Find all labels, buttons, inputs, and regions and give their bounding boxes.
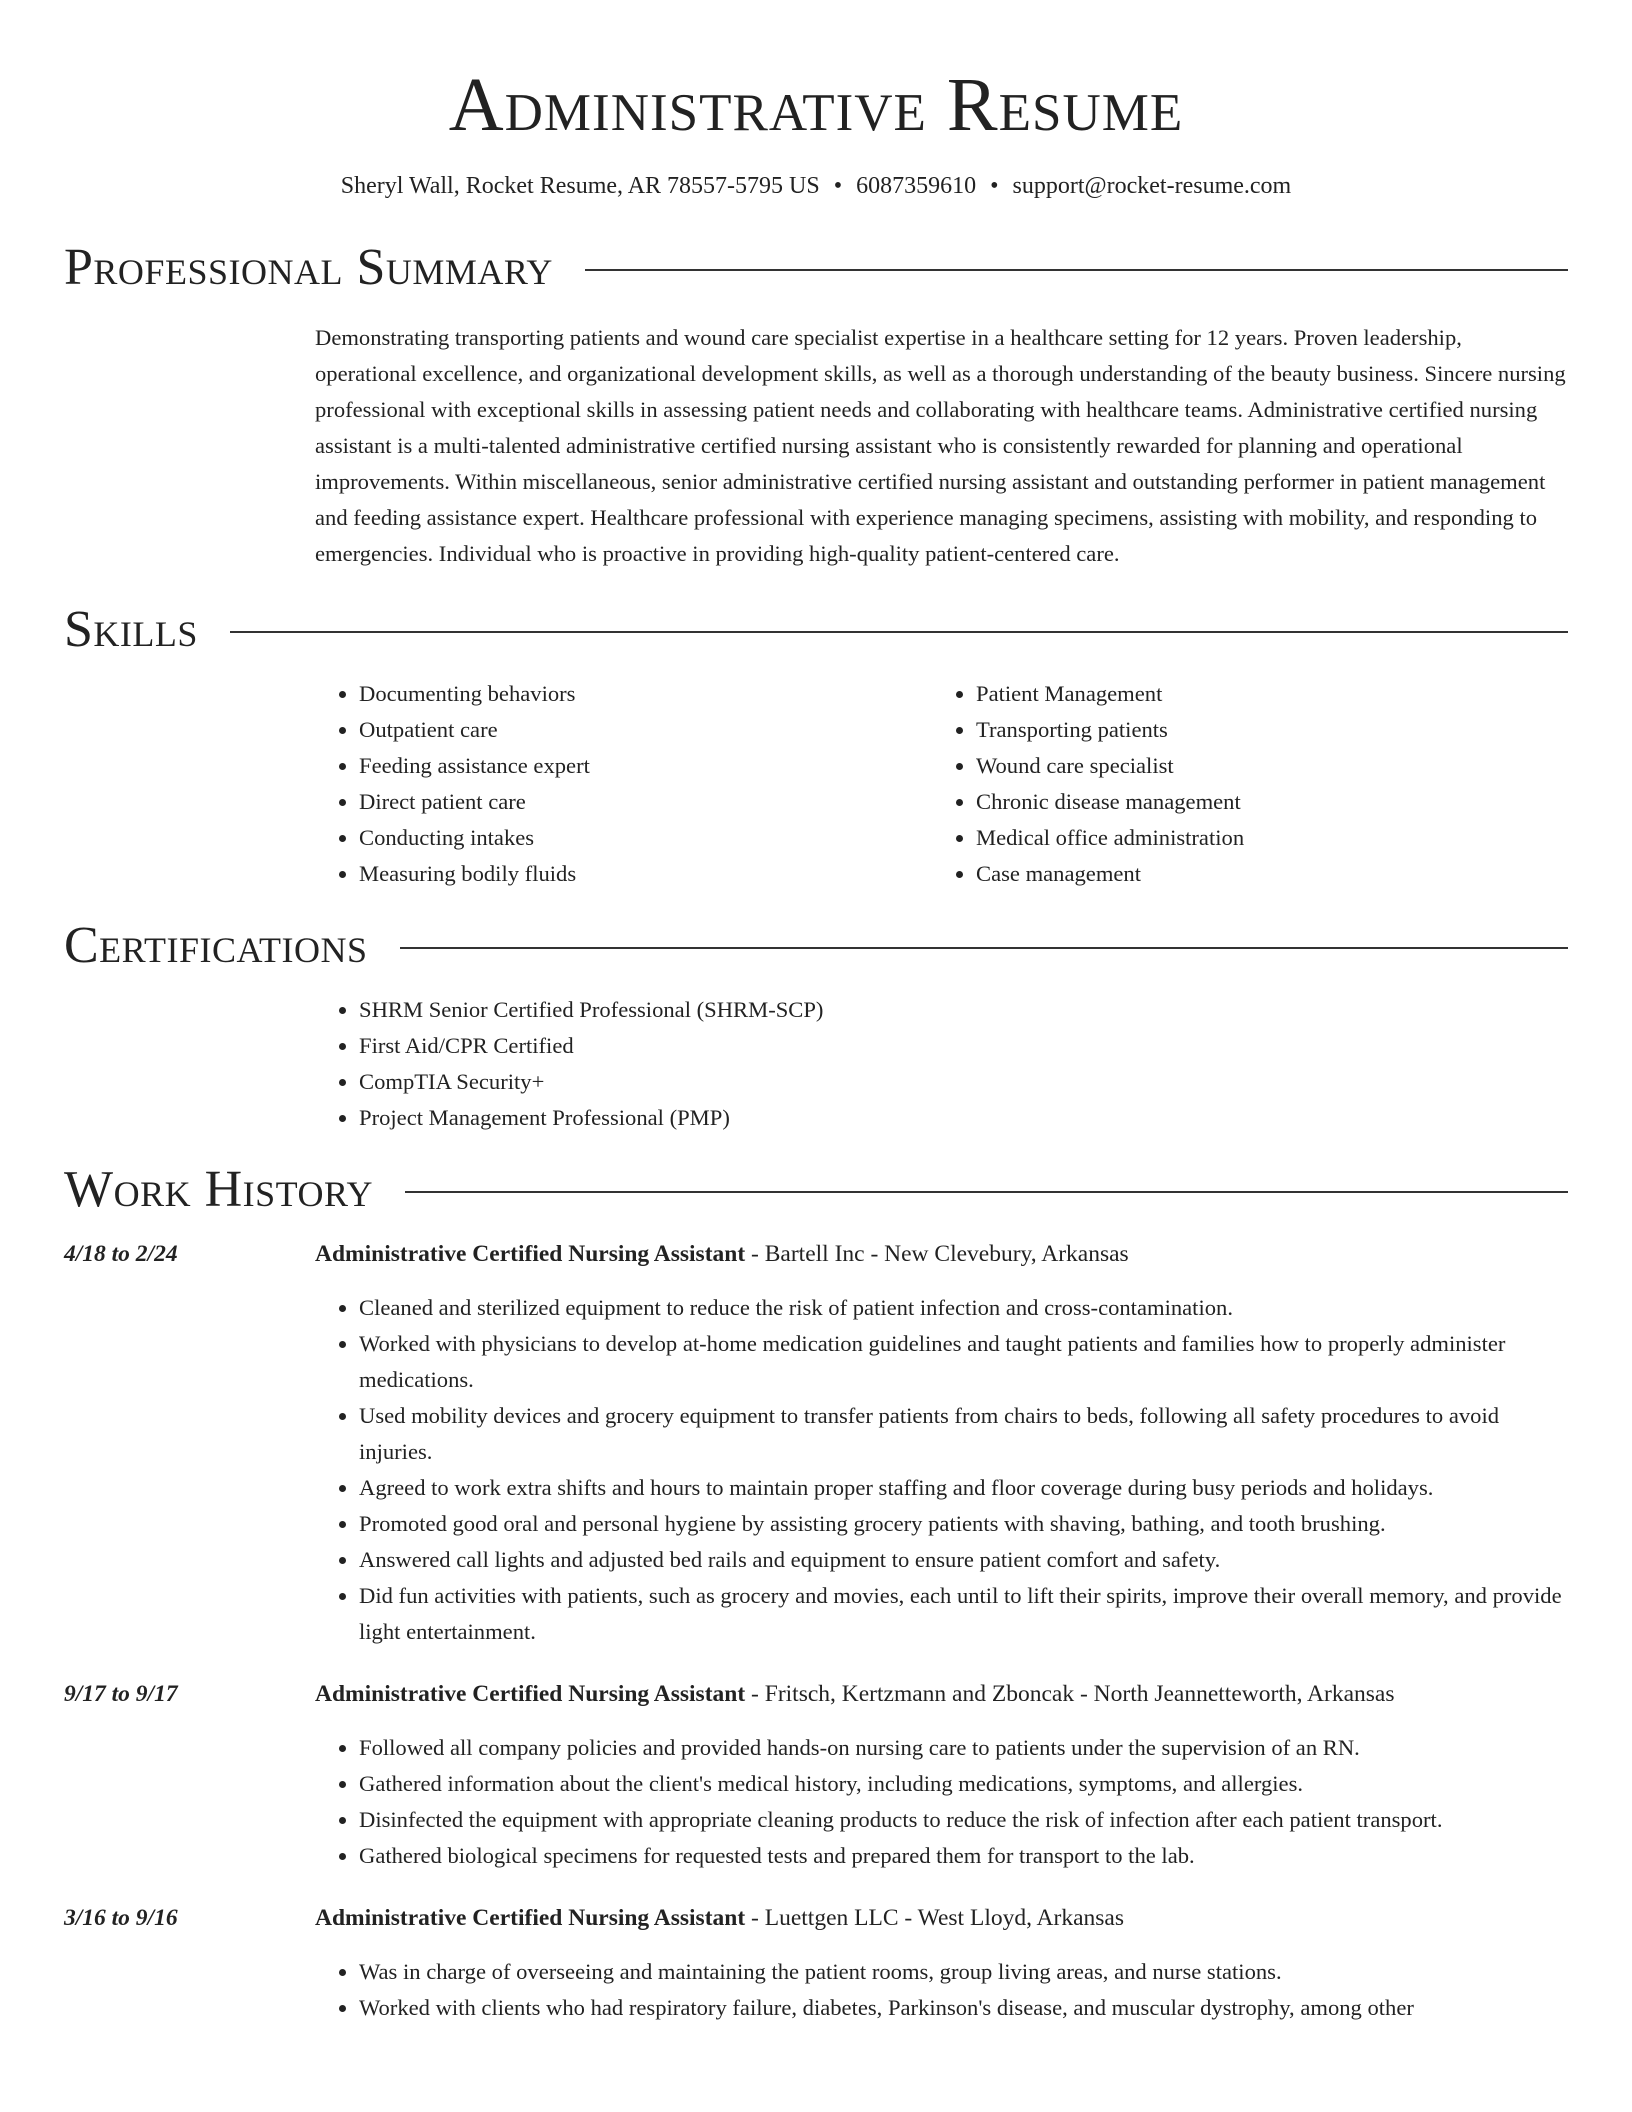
contact-email: support@rocket-resume.com (1012, 173, 1292, 199)
certification-item: • Project Management Professional (PMP) (359, 1100, 1568, 1136)
skill-item: • Transporting patients (976, 712, 1549, 748)
section-divider (230, 631, 1568, 633)
job-company-location: - Bartell Inc - New Clevebury, Arkansas (745, 1241, 1129, 1267)
certification-item: • SHRM Senior Certified Professional (SHRM-SCP) (359, 992, 1568, 1028)
job-dates: 9/17 to 9/17 (64, 1681, 178, 1707)
skill-item: • Documenting behaviors (359, 676, 932, 712)
section-title: Certifications (64, 917, 368, 974)
job-body (315, 1236, 1568, 1650)
job-heading (315, 1676, 1568, 1712)
skill-item: • Measuring bodily fluids (359, 856, 932, 892)
job-entry (64, 1676, 1568, 1874)
skills-column-right (932, 676, 1549, 892)
section-divider (400, 947, 1568, 949)
job-duty-item: • Did fun activities with patients, such as grocery and movies, each until to lift their spirits, improve their overall memory, and provide light entertainment. (359, 1578, 1568, 1650)
job-heading (315, 1900, 1568, 1936)
skill-item: • Case management (976, 856, 1549, 892)
skill-item: • Conducting intakes (359, 820, 932, 856)
skill-item: • Chronic disease management (976, 784, 1549, 820)
job-duty-item: • Agreed to work extra shifts and hours to maintain proper staffing and floor coverage during busy periods and holidays. (359, 1470, 1568, 1506)
job-duty-item: • Was in charge of overseeing and maintaining the patient rooms, group living areas, and nurse stations. (359, 1954, 1568, 1990)
job-duty-item: • Promoted good oral and personal hygiene by assisting grocery patients with shaving, bathing, and tooth brushing. (359, 1506, 1568, 1542)
job-title: Administrative Certified Nursing Assistant (315, 1905, 746, 1931)
job-body (315, 1900, 1568, 2026)
section-title: Work History (64, 1161, 374, 1218)
skill-item: • Direct patient care (359, 784, 932, 820)
contact-line (64, 170, 1568, 202)
skill-item: • Wound care specialist (976, 748, 1549, 784)
job-company-location: - Fritsch, Kertzmann and Zboncak - North Jeannetteworth, Arkansas (745, 1681, 1395, 1707)
job-duty-item: • Used mobility devices and grocery equipment to transfer patients from chairs to beds, following all safety procedures to avoid injuries. (359, 1398, 1568, 1470)
skills-list (315, 676, 1568, 892)
section-header-certifications (64, 914, 1568, 978)
contact-address: Sheryl Wall, Rocket Resume, AR 78557-5795 US (340, 173, 820, 199)
contact-phone: 6087359610 (856, 173, 977, 199)
job-heading (315, 1236, 1568, 1272)
job-duty-item: • Disinfected the equipment with appropriate cleaning products to reduce the risk of infection after each patient transport. (359, 1802, 1568, 1838)
section-header-work-history (64, 1158, 1568, 1222)
job-duties (315, 1954, 1568, 2026)
job-duty-item: • Cleaned and sterilized equipment to reduce the risk of patient infection and cross-contamination. (359, 1290, 1568, 1326)
section-header-skills (64, 598, 1568, 662)
certifications-list (315, 992, 1568, 1136)
job-duty-item: • Gathered information about the client's medical history, including medications, symptoms, and allergies. (359, 1766, 1568, 1802)
job-entry (64, 1900, 1568, 2026)
section-title: Skills (64, 601, 198, 658)
skill-item: • Outpatient care (359, 712, 932, 748)
section-divider (405, 1191, 1568, 1193)
job-duty-item: • Worked with physicians to develop at-home medication guidelines and taught patients and families how to properly administer medications. (359, 1326, 1568, 1398)
contact-separator: • (990, 173, 999, 199)
section-divider (585, 269, 1568, 271)
job-entry (64, 1236, 1568, 1650)
skills-column-left (315, 676, 932, 892)
summary-text: Demonstrating transporting patients and wound care specialist expertise in a healthcare setting for 12 years. Proven leadership, operational excellence, and organizational development skills, as well as a thorough understanding of the beauty business. Sincere nursing professional with exceptional skills in assessing patient needs and collaborating with healthcare teams. Administrative certified nursing assistant is a multi-talented administrative certified nursing assistant who is consistently rewarded for planning and operational improvements. Within miscellaneous, senior administrative certified nursing assistant and outstanding performer in patient management and feeding assistance expert. Healthcare professional with experience managing specimens, assisting with mobility, and responding to emergencies. Individual who is proactive in providing high-quality patient-centered care. (315, 325, 1566, 566)
skill-item: • Patient Management (976, 676, 1549, 712)
certification-item: • First Aid/CPR Certified (359, 1028, 1568, 1064)
skill-item: • Medical office administration (976, 820, 1549, 856)
job-duty-item: • Answered call lights and adjusted bed rails and equipment to ensure patient comfort and safety. (359, 1542, 1568, 1578)
contact-separator: • (833, 173, 843, 199)
section-header-summary (64, 236, 1568, 300)
job-title: Administrative Certified Nursing Assistant (315, 1681, 746, 1707)
document-title: Administrative Resume (448, 63, 1184, 147)
resume-page (64, 0, 1568, 2026)
job-dates: 3/16 to 9/16 (64, 1905, 178, 1931)
job-title: Administrative Certified Nursing Assistant (315, 1241, 746, 1267)
job-duty-item: • Gathered biological specimens for requested tests and prepared them for transport to the lab. (359, 1838, 1568, 1874)
job-duties (315, 1730, 1568, 1874)
certification-item: • CompTIA Security+ (359, 1064, 1568, 1100)
section-title: Professional Summary (64, 239, 553, 296)
job-duty-item: • Followed all company policies and provided hands-on nursing care to patients under the supervision of an RN. (359, 1730, 1568, 1766)
job-duties (315, 1290, 1568, 1650)
job-body (315, 1676, 1568, 1874)
job-duty-item: • Worked with clients who had respiratory failure, diabetes, Parkinson's disease, and muscular dystrophy, among other (359, 1990, 1568, 2026)
job-company-location: - Luettgen LLC - West Lloyd, Arkansas (745, 1905, 1124, 1931)
skill-item: • Feeding assistance expert (359, 748, 932, 784)
job-dates: 4/18 to 2/24 (64, 1241, 178, 1267)
